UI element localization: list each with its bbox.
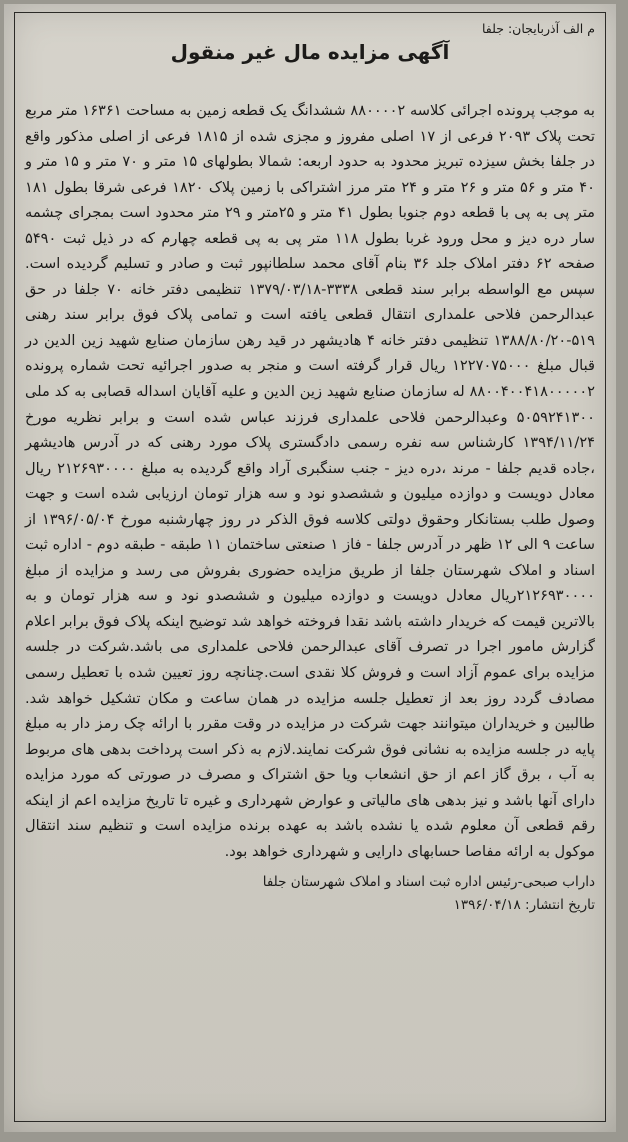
publication-date: ۱۳۹۶/۰۴/۱۸	[453, 897, 521, 914]
publication-date-label: تاریخ انتشار:	[525, 897, 595, 914]
notice-reference: م الف آذربایجان: جلفا	[482, 21, 595, 36]
newspaper-clipping	[4, 4, 616, 1132]
notice-body: به موجب پرونده اجرائی کلاسه ۸۸۰۰۰۰۲ ششدانگ یک قطعه زمین به مساحت ۱۶۳۶۱ متر مربع تحت پلاک ۲۰۹۳ فرعی از ۱۷ اصلی مفروز و مجزی شده از ۱۸۱۵ فرعی از اصلی مذکور واقع در جلفا بخش سیزده تبریز محدود به حدود اربعه: شمالا بطولهای ۱۵ متر و ۷۰ متر و ۱۵ متر و ۴۰ متر و ۵۶ متر و ۲۶ متر و ۲۴ متر مرز اشتراکی با زمین پلاک ۱۸۲۰ فرعی شرقا بطول ۱۸۱ متر پی به پی با قطعه دوم جنوبا بطول ۴۱ متر و ۲۵متر و ۲۹ متر محدود است بمجرای چشمه سار دره دیز و محل ورود غربا بطول ۱۱۸ متر پی به پی قطعه چهارم که در ذیل ثبت ۵۴۹۰ صفحه ۶۲ دفتر املاک جلد ۳۶ بنام آقای محمد سلطانپور ثبت و صادر و تسلیم گردیده است. سپس مع الواسطه برابر سند قطعی ۳۳۳۸-۱۳۷۹/۰۳/۱۸ تنظیمی دفتر خانه ۷۰ جلفا در حق عبدالرحمن فلاحی علمداری انتقال قطعی یافته است و تمامی پلاک فوق برابر سند رهنی ۵۱۹-۱۳۸۸/۸۰/۲۰ تنظیمی دفتر خانه ۴ هادیشهر در قید رهن سازمان صنایع شهید زین الدین در قبال مبلغ ۱۲۲۷۰۷۵۰۰۰ ریال قرار گرفته است و منجر به صدور اجرائیه تحت شماره پرونده ۸۸۰۰۴۰۰۴۱۸۰۰۰۰۰۲ له سازمان صنایع شهید زین الدین و علیه آقایان اسداله قصابی به کد ملی ۵۰۵۹۲۴۱۳۰۰ وعبدالرحمن فلاحی علمداری فرزند عباس شده است و برابر نظریه مورخ ۱۳۹۴/۱۱/۲۴ کارشناس سه نفره رسمی دادگستری پلاک مورد رهنی که در آدرس هادیشهر ،جاده قدیم جلفا - مرند ،دره دیز - جنب سنگبری آراد واقع گردیده به مبلغ ۲۱۲۶۹۳۰۰۰۰ ریال معادل دویست و دوازده میلیون و ششصدو نود و سه هزار تومان ارزیابی شده است و جهت وصول طلب بستانکار وحقوق دولتی کلاسه فوق الذکر در روز چهارشنبه مورخ ۱۳۹۶/۰۵/۰۴ از ساعت ۹ الی ۱۲ ظهر در آدرس جلفا - فاز ۱ صنعتی ساختمان ۱۱ طبقه - طبقه دوم - اداره ثبت اسناد و املاک شهرستان جلفا از طریق مزایده حضوری بفروش می رسد و مزایده از مبلغ ۲۱۲۶۹۳۰۰۰۰ریال معادل دویست و دوازده میلیون و ششصدو نود و سه هزار تومان و به بالاترین قیمت که خریدار داشته باشد نقدا فروخته خواهد شد توضیح اینکه پلاک فوق برابر اعلام گزارش مامور اجرا در تصرف آقای عبدالرحمن فلاحی علمداری می باشد.شرکت در جلسه مزایده برای عموم آزاد است و فروش کلا نقدی است.چنانچه روز تعیین شده با تعطیل رسمی مصادف گردد روز بعد از تعطیل جلسه مزایده در همان ساعت و مکان تشکیل خواهد شد. طالبین و خریداران میتوانند جهت شرکت در مزایده در وقت مقرر با ارائه چک رمز دار به مبلغ پایه در جلسه مزایده به نشانی فوق شرکت نمایند.لازم به ذکر است پرداخت بدهی های مربوط به آب ، برق گاز اعم از حق انشعاب ویا حق اشتراک و مصرف در صورتی که مورد مزایده دارای آنها باشد و نیز بدهی های مالیاتی و عوارض شهرداری و غیره تا تاریخ مزایده اعم از اینکه رقم قطعی آن معلوم شده یا نشده باشد به عهده برنده مزایده است و تنظیم سند انتقال موکول به ارائه مفاصا حسابهای دارایی و شهرداری خواهد بود.	[25, 102, 595, 860]
publication-date-row	[25, 894, 595, 916]
notice-title: آگهی مزایده مال غیر منقول	[170, 40, 450, 64]
notice-frame	[14, 12, 606, 1122]
notice-signature: داراب صبحی-رئیس اداره ثبت اسناد و املاک شهرستان جلفا	[262, 874, 595, 891]
